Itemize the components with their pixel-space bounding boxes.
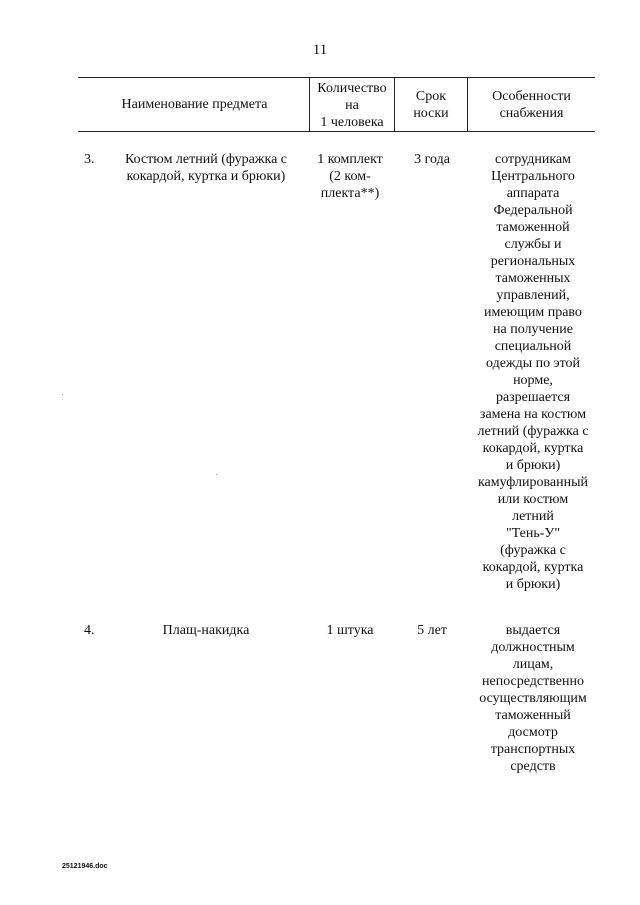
table-header-bottom-border <box>78 131 595 132</box>
item-features: сотрудникам Центрального аппарата Федеральной таможенной службы и региональных таможенных управлений, имеющим право на получение специальной одежды по этой норме, разрешается замена на костюм летний (фуражка с кокардой, куртка и брюки) камуфлированный или костюм летний "Тень-У" (фуражка с кокардой, куртка и брюки) <box>477 152 589 592</box>
header-quantity: Количество на 1 человека <box>317 81 387 130</box>
row-number: 3. <box>84 152 95 167</box>
item-name: Плащ-накидка <box>162 623 250 638</box>
item-name: Костюм летний (фуражка с кокардой, куртка и брюки) <box>124 152 288 184</box>
scan-speck <box>62 394 63 395</box>
row-number: 4. <box>84 623 95 638</box>
table-top-border <box>78 77 595 78</box>
document-filename: 25121946.doc <box>62 863 108 870</box>
item-quantity: 1 штука <box>326 623 374 638</box>
header-name: Наименование предмета <box>121 97 268 112</box>
item-term: 5 лет <box>417 623 447 638</box>
item-features: выдается должностным лицам, непосредственно осуществляющим таможенный досмотр транспортных средств <box>479 623 587 774</box>
header-features: Особенности снабжения <box>492 89 571 121</box>
scan-speck <box>216 474 217 475</box>
page-number: 11 <box>312 42 328 58</box>
item-term: 3 года <box>414 152 450 167</box>
header-term: Срок носки <box>413 89 449 121</box>
item-quantity: 1 комплект (2 ком- плекта**) <box>317 152 383 201</box>
